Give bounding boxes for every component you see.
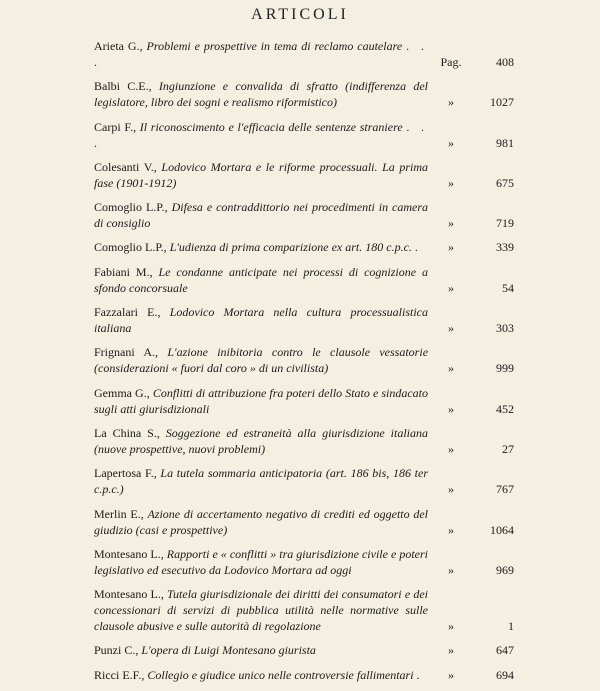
entry-title: Conflitti di attribuzione fra poteri dello Stato e sindacato sugli atti giurisdizionali	[94, 385, 429, 416]
entry-page-marker: »	[448, 240, 454, 255]
entry-page-number: 647	[496, 643, 514, 658]
entry-page-number: 339	[496, 240, 514, 255]
entry-author: Comoglio L.P.,	[94, 240, 167, 255]
entry-page-number: 27	[502, 441, 514, 456]
entry-page-marker: »	[448, 562, 454, 577]
entry-page-number: 767	[496, 482, 514, 497]
entry-page-marker: »	[448, 280, 454, 295]
section-heading: ARTICOLI	[251, 6, 349, 23]
entry-page-number: 408	[496, 55, 514, 69]
entry-page-number: 694	[496, 667, 514, 682]
entry-leader: . . .	[94, 119, 429, 150]
entry-page-marker: »	[448, 667, 454, 682]
entry-title: Collegio e giudice unico nelle controversie fallimentari	[147, 667, 414, 682]
entry-author: Montesano L.,	[94, 587, 164, 602]
entry-page-number: 452	[496, 401, 514, 416]
entry-leader: .	[414, 240, 422, 255]
entry-author: La China S.,	[94, 425, 160, 440]
entry-author: Ricci E.F.,	[94, 667, 145, 682]
list-item	[94, 239, 514, 255]
entry-leader: .	[416, 667, 424, 682]
list-item	[94, 667, 514, 683]
article-list	[94, 38, 514, 691]
list-item	[94, 344, 514, 376]
entry-page-marker: »	[448, 216, 454, 231]
entry-author: Merlin E.,	[94, 506, 144, 521]
list-item	[94, 425, 514, 457]
list-item	[94, 159, 514, 191]
entry-author: Gemma G.,	[94, 385, 150, 400]
entry-author: Balbi C.E.,	[94, 79, 152, 94]
entry-title: Tutela giurisdizionale dei diritti dei consumatori e dei concessionari di servizi di pubblica utilità nelle normative sulle clausole abusive e sulle autorità di regolazione	[94, 587, 428, 634]
entry-title: La tutela sommaria anticipatoria (art. 186 bis, 186 ter c.p.c.)	[94, 466, 428, 497]
entry-author: Fazzalari E.,	[94, 305, 161, 320]
list-item	[94, 506, 514, 538]
entry-page-marker: Pag.	[440, 55, 462, 69]
list-item	[94, 546, 514, 578]
entry-author: Carpi F.,	[94, 119, 137, 134]
entry-title: Azione di accertamento negativo di crediti ed oggetto del giudizio (casi e prospettive)	[94, 506, 428, 537]
entry-author: Fabiani M.,	[94, 264, 153, 279]
entry-title: Ingiunzione e convalida di sfratto (indifferenza del legislatore, libro dei sogni e realismo riformistico)	[94, 79, 428, 110]
entry-title: Rapporti e « conflitti » tra giurisdizione civile e poteri legislativo ed esecutivo da Lodovico Mortara ad oggi	[94, 546, 429, 577]
entry-title: L'udienza di prima comparizione ex art. 180 c.p.c.	[169, 240, 412, 255]
entry-author: Lapertosa F.,	[94, 466, 157, 481]
entry-page-number: 999	[496, 361, 514, 376]
list-item	[94, 304, 514, 336]
entry-title: Lodovico Mortara e le riforme processuali. La prima fase (1901-1912)	[94, 159, 429, 190]
entry-title: Lodovico Mortara nella cultura processualistica italiana	[94, 305, 429, 336]
entry-author: Punzi C.,	[94, 643, 139, 658]
list-item	[94, 586, 514, 634]
entry-page-number: 1027	[490, 95, 514, 110]
entry-author: Arieta G.,	[94, 39, 143, 53]
entry-page-number: 1	[508, 619, 514, 634]
list-item	[94, 385, 514, 417]
entry-title: Difesa e contraddittorio nei procedimenti in camera di consiglio	[94, 200, 428, 231]
list-item	[94, 465, 514, 497]
entry-page-marker: »	[448, 619, 454, 634]
entry-page-marker: »	[448, 441, 454, 456]
entry-page-number: 54	[502, 280, 514, 295]
entry-page-marker: »	[448, 175, 454, 190]
entry-page-number: 1064	[490, 522, 514, 537]
entry-title: Soggezione ed estraneità alla giurisdizione italiana (nuove prospettive, nuovi problemi)	[94, 425, 429, 456]
list-item	[94, 642, 514, 658]
entry-author: Comoglio L.P.,	[94, 200, 168, 215]
entry-author: Colesanti V.,	[94, 159, 157, 174]
entry-page-number: 303	[496, 321, 514, 336]
entry-author: Montesano L.,	[94, 546, 164, 561]
entry-page-marker: »	[448, 135, 454, 150]
entry-page-marker: »	[448, 95, 454, 110]
entry-title: Le condanne anticipate nei processi di cognizione a sfondo concorsuale	[94, 264, 428, 295]
entry-page-marker: »	[448, 401, 454, 416]
list-item	[94, 264, 514, 296]
entry-page-marker: »	[448, 522, 454, 537]
list-item	[94, 119, 514, 151]
entry-page-number: 969	[496, 562, 514, 577]
entry-title: L'opera di Luigi Montesano giurista	[141, 643, 316, 658]
entry-leader: . . .	[94, 39, 429, 69]
entry-page-marker: »	[448, 482, 454, 497]
entry-title: Il riconoscimento e l'efficacia delle sentenze straniere	[139, 119, 403, 134]
entry-author: Frignani A.,	[94, 345, 158, 360]
entry-page-number: 675	[496, 175, 514, 190]
entry-page-number: 981	[496, 135, 514, 150]
list-item	[94, 38, 514, 70]
entry-page-marker: »	[448, 643, 454, 658]
entry-page-marker: »	[448, 321, 454, 336]
entry-page-number: 719	[496, 216, 514, 231]
entry-page-marker: »	[448, 361, 454, 376]
entry-title: L'azione inibitoria contro le clausole vessatorie (considerazioni « fuori dal coro » di un civilista)	[94, 345, 429, 376]
list-item	[94, 199, 514, 231]
list-item	[94, 78, 514, 110]
entry-title: Problemi e prospettive in tema di reclamo cautelare	[146, 39, 403, 53]
